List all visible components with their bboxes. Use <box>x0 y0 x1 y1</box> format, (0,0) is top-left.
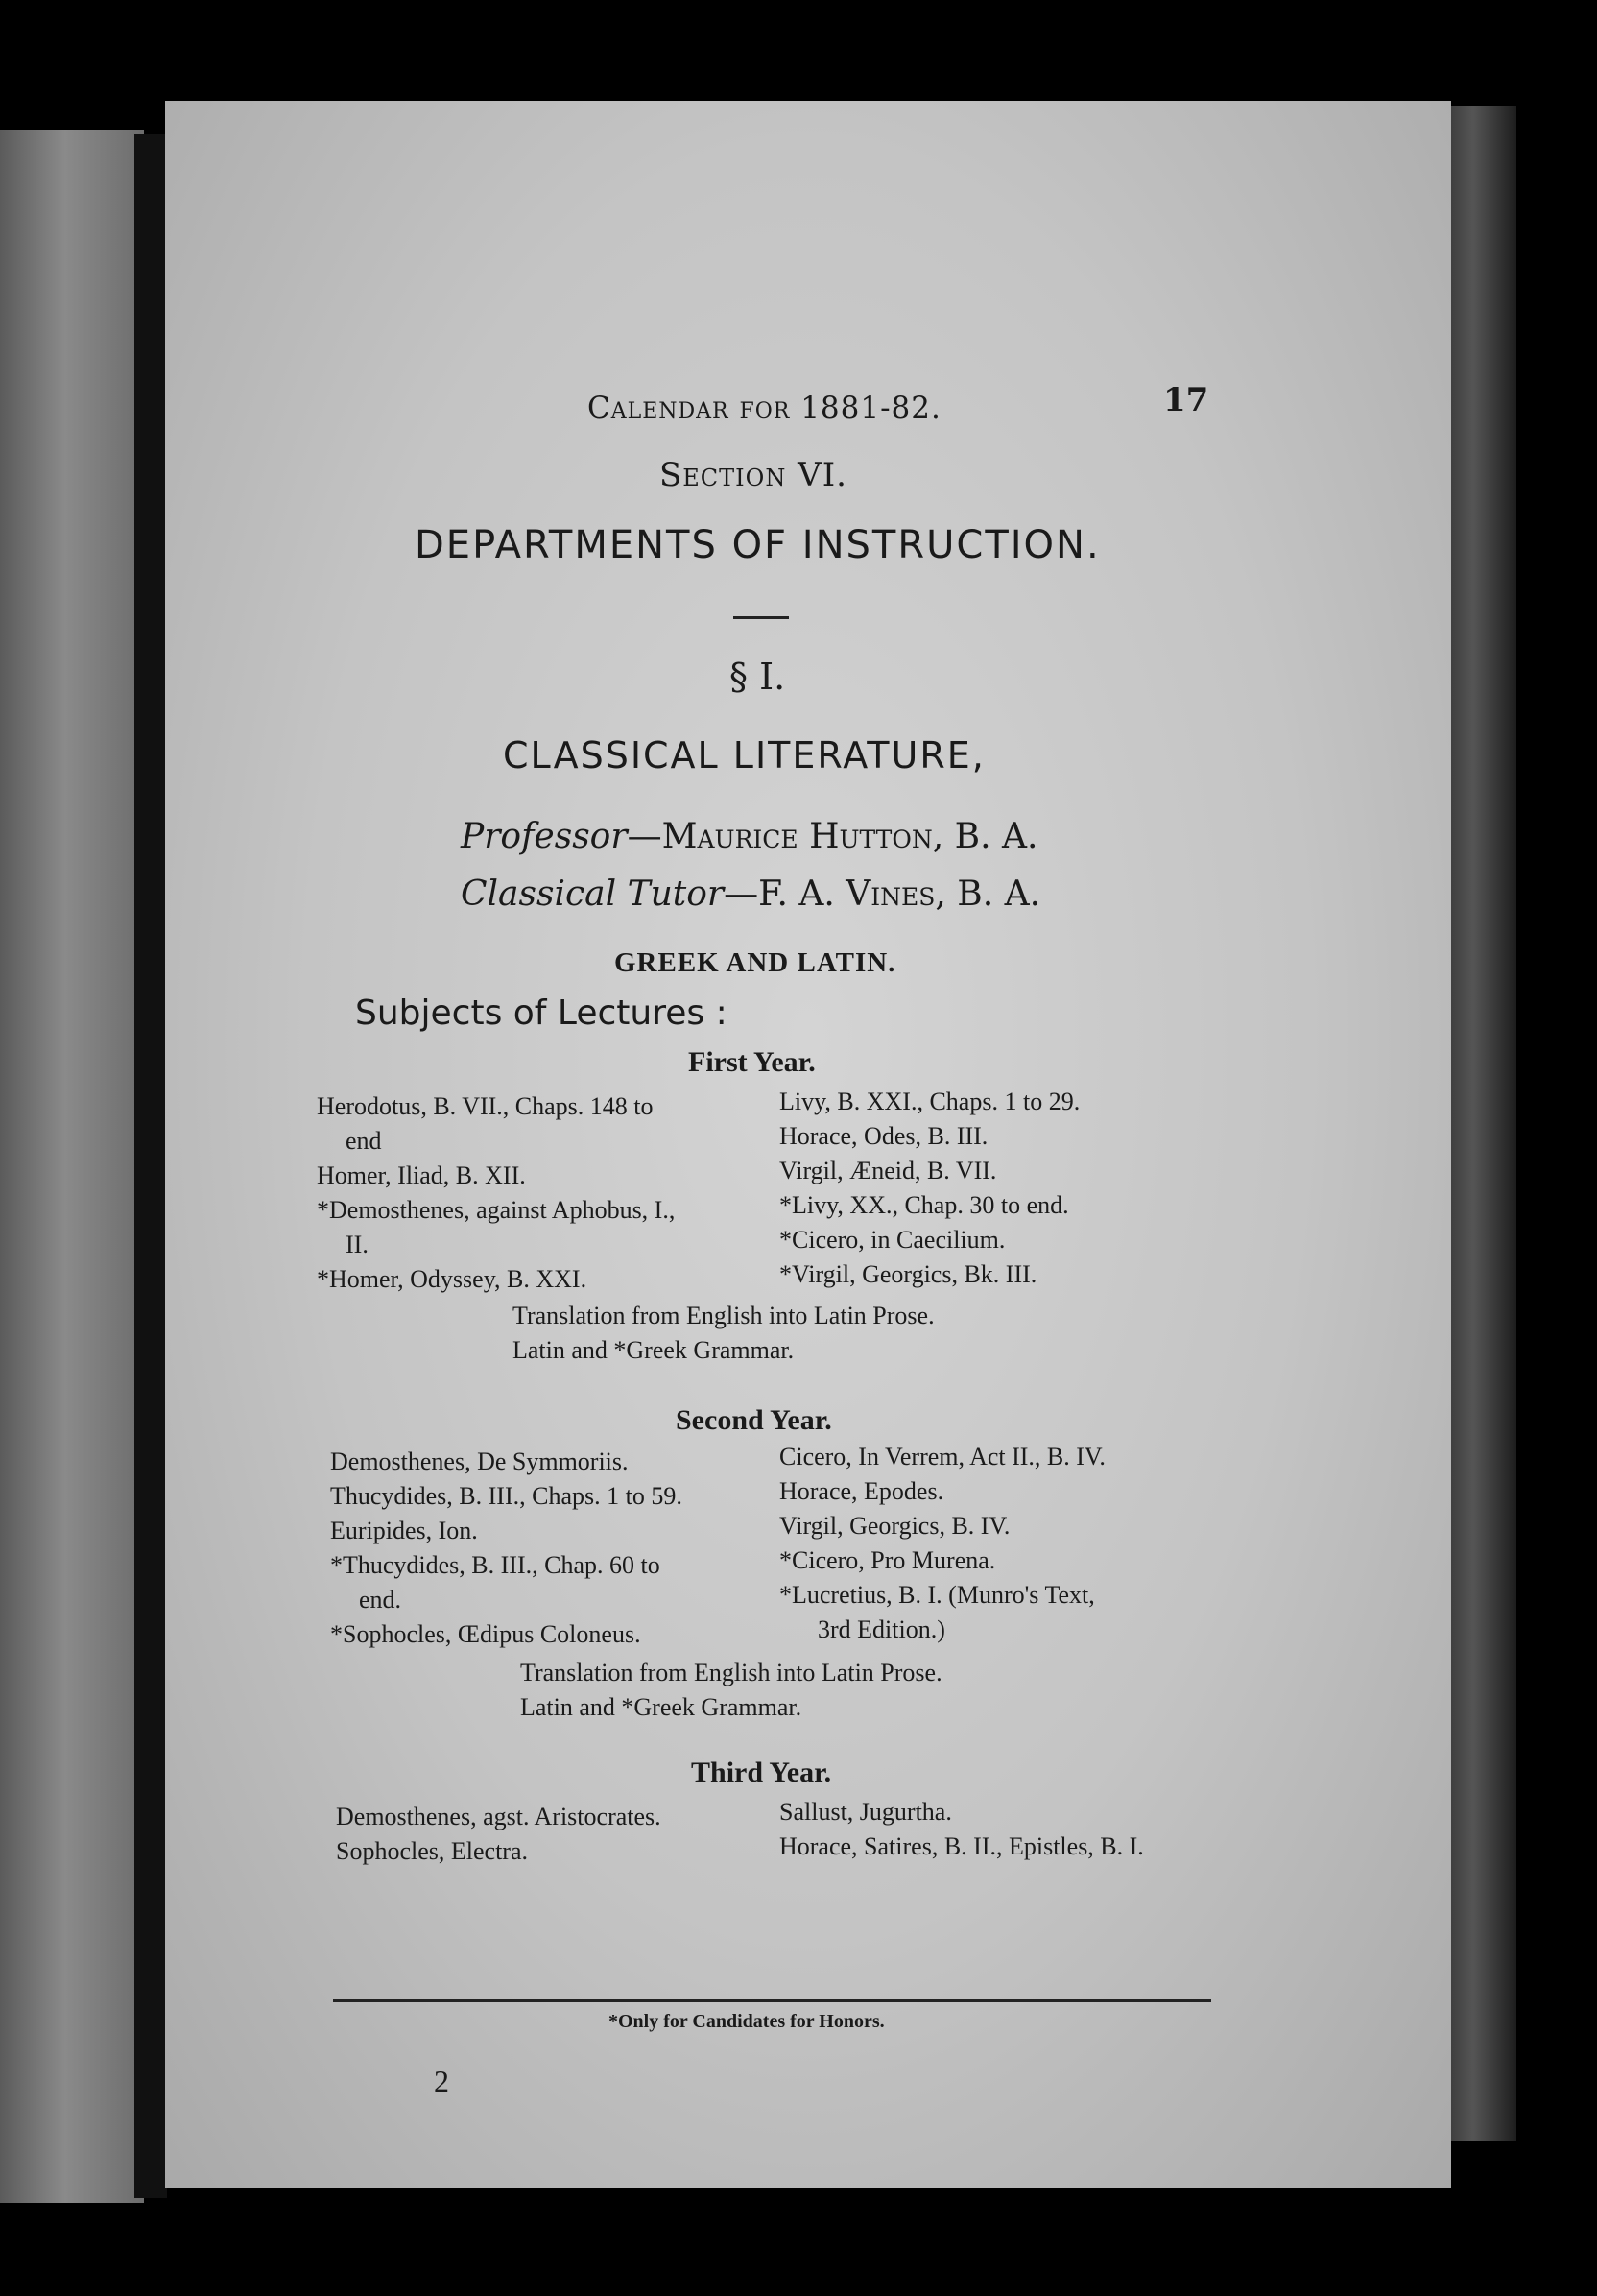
course-item: Herodotus, B. VII., Chaps. 148 to <box>317 1092 654 1120</box>
professor-role: Professor <box>461 817 628 856</box>
course-item: Latin and *Greek Grammar. <box>512 1336 795 1364</box>
course-item: *Sophocles, Œdipus Coloneus. <box>330 1620 641 1648</box>
course-item: Translation from English into Latin Prose. <box>512 1302 935 1329</box>
running-title: Calendar for 1881-82. <box>587 391 942 425</box>
course-item: 3rd Edition.) <box>818 1615 945 1643</box>
course-item: *Livy, XX., Chap. 30 to end. <box>779 1191 1069 1219</box>
course-item: Cicero, In Verrem, Act II., B. IV. <box>779 1443 1106 1471</box>
year-left-column <box>330 1445 682 1652</box>
year-common-items <box>512 1299 935 1368</box>
signature-mark: 2 <box>434 2064 449 2098</box>
course-item: Demosthenes, agst. Aristocrates. <box>336 1803 661 1830</box>
year-left-column <box>336 1800 661 1869</box>
course-item: Horace, Odes, B. III. <box>779 1122 989 1150</box>
year-title: Second Year. <box>676 1404 832 1436</box>
course-item: Demosthenes, De Symmoriis. <box>330 1447 629 1475</box>
subheading: GREEK AND LATIN. <box>614 947 896 978</box>
course-item: *Virgil, Georgics, Bk. III. <box>779 1260 1037 1288</box>
department-heading: DEPARTMENTS OF INSTRUCTION. <box>415 523 1101 567</box>
course-item: Virgil, Georgics, B. IV. <box>779 1512 1011 1540</box>
course-item: end <box>346 1127 382 1155</box>
course-item: Thucydides, B. III., Chaps. 1 to 59. <box>330 1482 682 1510</box>
department-name: CLASSICAL LITERATURE, <box>503 734 986 777</box>
year-right-column <box>779 1440 1106 1647</box>
course-item: Translation from English into Latin Prose. <box>520 1659 942 1686</box>
course-item: Sallust, Jugurtha. <box>779 1798 952 1826</box>
year-title: First Year. <box>688 1046 816 1078</box>
course-item: Livy, B. XXI., Chaps. 1 to 29. <box>779 1088 1081 1115</box>
course-item: Latin and *Greek Grammar. <box>520 1693 802 1721</box>
section-heading: Section VI. <box>659 456 847 494</box>
course-item: Sophocles, Electra. <box>336 1837 528 1865</box>
year-left-column <box>317 1089 675 1297</box>
course-item: *Cicero, in Caecilium. <box>779 1226 1006 1254</box>
year-common-items <box>520 1656 942 1725</box>
footnote-rule <box>333 1999 1211 2002</box>
course-item: Virgil, Æneid, B. VII. <box>779 1157 997 1184</box>
course-item: Horace, Epodes. <box>779 1477 944 1505</box>
course-item: *Cicero, Pro Murena. <box>779 1546 996 1574</box>
professor-line <box>461 817 1037 856</box>
course-item: *Thucydides, B. III., Chap. 60 to <box>330 1551 660 1579</box>
year-right-column <box>779 1795 1144 1864</box>
course-item: *Homer, Odyssey, B. XXI. <box>317 1265 587 1293</box>
footnote: *Only for Candidates for Honors. <box>608 2011 885 2032</box>
tutor-name: —F. A. Vines, B. A. <box>724 874 1041 914</box>
course-item: *Lucretius, B. I. (Munro's Text, <box>779 1581 1095 1609</box>
facing-page-edge <box>0 130 144 2203</box>
course-item: Euripides, Ion. <box>330 1517 478 1544</box>
subjects-label: Subjects of Lectures : <box>355 993 727 1033</box>
tutor-role: Classical Tutor <box>461 874 725 914</box>
book-page <box>165 101 1451 2188</box>
course-item: *Demosthenes, against Aphobus, I., <box>317 1196 676 1224</box>
short-rule <box>733 616 789 619</box>
page-number: 17 <box>1163 381 1209 419</box>
book-gutter <box>134 134 167 2198</box>
year-title: Third Year. <box>691 1757 832 1788</box>
course-item: II. <box>346 1231 369 1258</box>
professor-name: —Maurice Hutton, B. A. <box>627 817 1038 856</box>
course-item: Horace, Satires, B. II., Epistles, B. I. <box>779 1832 1144 1860</box>
year-right-column <box>779 1085 1080 1292</box>
section-mark: § I. <box>729 656 786 698</box>
tutor-line <box>461 874 1040 914</box>
course-item: Homer, Iliad, B. XII. <box>317 1161 526 1189</box>
course-item: end. <box>359 1586 402 1614</box>
